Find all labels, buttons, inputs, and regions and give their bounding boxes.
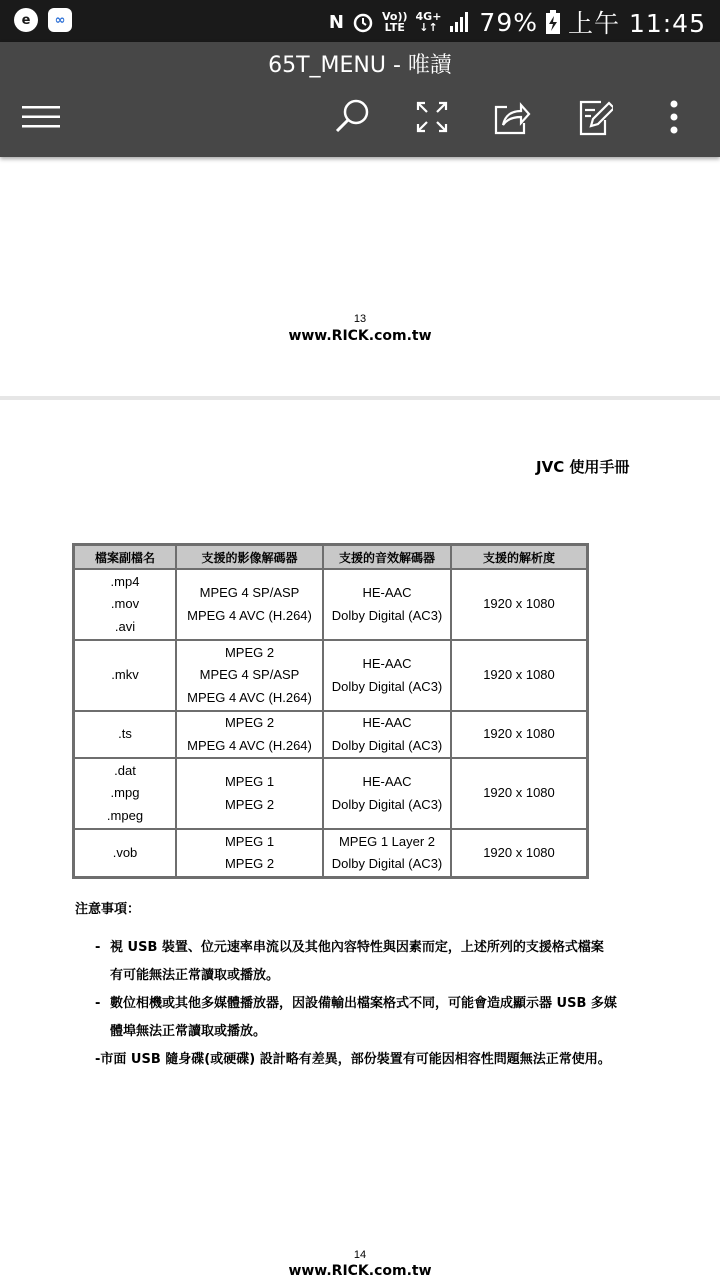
fullscreen-button[interactable]: [407, 92, 457, 142]
baidu-icon: ∞: [48, 8, 72, 32]
more-options-button[interactable]: [649, 92, 699, 142]
col-header-audio: 支援的音效解碼器: [323, 545, 451, 569]
clock: 上午 11:45: [568, 9, 706, 38]
col-header-video: 支援的影像解碼器: [176, 545, 323, 569]
battery-percent: 79%: [479, 7, 538, 37]
cell-audio: MPEG 1 Layer 2 Dolby Digital (AC3): [323, 829, 451, 877]
cell-audio: HE-AAC Dolby Digital (AC3): [323, 569, 451, 640]
footer-site-14: www.RICK.com.tw: [288, 1263, 432, 1279]
menu-button[interactable]: [16, 92, 66, 142]
page-number-13: 13: [353, 313, 367, 325]
volte-indicator: Vo)) LTE: [381, 10, 408, 34]
table-row: [74, 711, 587, 758]
col-header-resolution: 支援的解析度: [451, 545, 587, 569]
cell-resolution: 1920 x 1080: [451, 569, 587, 640]
document-title: 65T_MENU - 唯讀: [268, 53, 452, 78]
cell-video: MPEG 2 MPEG 4 AVC (H.264): [176, 711, 323, 758]
table-row: [74, 829, 587, 877]
app-bar: [0, 42, 720, 157]
nfc-icon: N: [328, 11, 344, 33]
col-header-extension: 檔案副檔名: [74, 545, 176, 569]
note-item: - 數位相機或其他多媒體播放器，因設備輸出檔案格式不同，可能會造成顯示器 USB 多媒 體埠無法正常讀取或播放。: [95, 996, 617, 1039]
footer-site-13: www.RICK.com.tw: [288, 328, 432, 344]
cell-video: MPEG 4 SP/ASP MPEG 4 AVC (H.264): [176, 569, 323, 640]
edit-button[interactable]: [570, 92, 620, 142]
browser-icon: e: [14, 8, 38, 32]
note-item: - 視 USB 裝置、位元速率串流以及其他內容特性與因素而定，上述所列的支援格式檔案 有可能無法正常讀取或播放。: [95, 940, 604, 983]
table-row: [74, 640, 587, 711]
fullscreen-icon: [415, 100, 449, 134]
table-row: [74, 758, 587, 829]
search-button[interactable]: [327, 92, 377, 142]
cell-audio: HE-AAC Dolby Digital (AC3): [323, 640, 451, 711]
network-indicator: 4G+ ↓↑: [415, 10, 442, 34]
cell-video: MPEG 2 MPEG 4 SP/ASP MPEG 4 AVC (H.264): [176, 640, 323, 711]
menu-icon: [22, 104, 60, 130]
status-bar: [0, 0, 720, 42]
battery-charging-icon: [546, 10, 560, 34]
cell-extension: .dat .mpg .mpeg: [74, 758, 176, 829]
note-item: -市面 USB 隨身碟(或硬碟) 設計略有差異，部份裝置有可能因相容性問題無法正常使用。: [95, 1052, 611, 1067]
cell-extension: .ts: [74, 711, 176, 758]
format-table: [72, 543, 589, 879]
edit-icon: [577, 98, 613, 136]
page-header: JVC 使用手冊: [536, 458, 630, 476]
share-icon: [493, 99, 531, 135]
table-row: [74, 569, 587, 640]
cell-video: MPEG 1 MPEG 2: [176, 829, 323, 877]
page-number-14: 14: [353, 1249, 367, 1261]
alarm-icon: [352, 11, 374, 33]
cell-resolution: 1920 x 1080: [451, 711, 587, 758]
cell-audio: HE-AAC Dolby Digital (AC3): [323, 758, 451, 829]
cell-extension: .mkv: [74, 640, 176, 711]
cell-resolution: 1920 x 1080: [451, 758, 587, 829]
cell-resolution: 1920 x 1080: [451, 829, 587, 877]
page-divider: [0, 396, 720, 400]
search-icon: [332, 97, 372, 137]
cell-extension: .mp4 .mov .avi: [74, 569, 176, 640]
cell-resolution: 1920 x 1080: [451, 640, 587, 711]
more-vert-icon: [669, 100, 679, 134]
table-header-row: [74, 545, 587, 569]
cell-audio: HE-AAC Dolby Digital (AC3): [323, 711, 451, 758]
cell-video: MPEG 1 MPEG 2: [176, 758, 323, 829]
signal-icon: [449, 12, 471, 32]
cell-extension: .vob: [74, 829, 176, 877]
share-button[interactable]: [487, 92, 537, 142]
notes-title: 注意事項：: [75, 902, 141, 917]
